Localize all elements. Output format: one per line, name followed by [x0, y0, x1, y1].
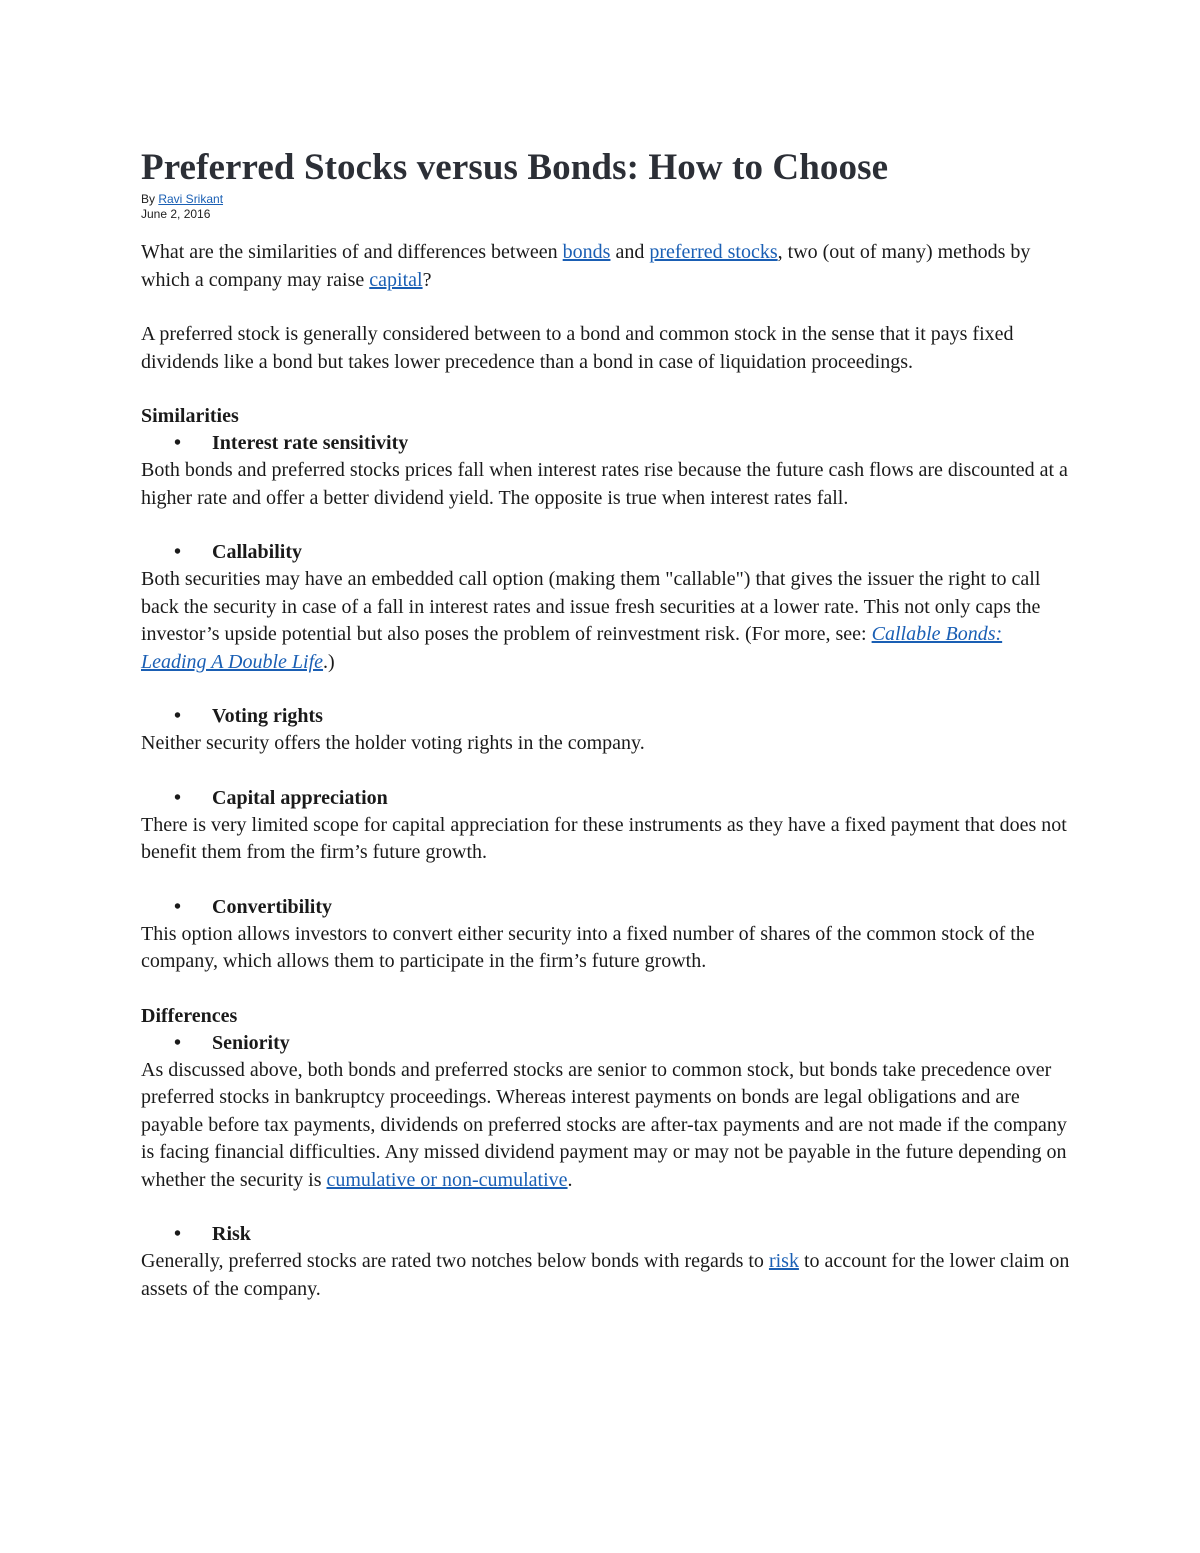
intro-text: and — [610, 241, 650, 263]
item-text: .) — [323, 650, 335, 673]
byline — [141, 192, 1071, 207]
intro-paragraph — [141, 239, 1071, 294]
item-description: This option allows investors to convert either security into a fixed number of shares of the common stock of the company, which allows them to participate in the firm’s future growth. — [141, 922, 1035, 972]
list-item — [141, 1221, 1071, 1248]
bullet-icon: • — [174, 432, 182, 454]
item-description: Both bonds and preferred stocks prices fall when interest rates rise because the future cash flows are discounted at a higher rate and offer a better dividend yield. The opposite is true when interest rates fall. — [141, 459, 1068, 509]
item-text: Both securities may have an embedded call option (making them "callable") that gives the issuer the right to call back the security in case of a fall in interest rates and issue fresh securities at a lower rate. This not only caps the investor’s upside potential but also poses the problem of reinvestment risk. (For more, see: — [141, 568, 1041, 645]
list-item — [141, 1030, 1071, 1057]
capital-link[interactable]: capital — [369, 268, 423, 291]
list-item — [141, 539, 1071, 566]
list-item — [141, 703, 1071, 730]
item-label: Interest rate sensitivity — [212, 432, 409, 454]
item-label: Risk — [212, 1223, 251, 1245]
item-description — [141, 1248, 1071, 1303]
byline-prefix: By — [141, 192, 159, 206]
similarities-heading: Similarities — [141, 405, 239, 427]
item-label: Voting rights — [212, 705, 323, 727]
bonds-link[interactable]: bonds — [562, 241, 611, 263]
intro-text: , two (out of many) methods by which a company may raise — [141, 241, 1031, 291]
definition-paragraph: A preferred stock is generally considered between to a bond and common stock in the sense that it pays fixed dividends like a bond but takes lower precedence than a bond in case of liquidation proceedings. — [141, 323, 1014, 373]
article-title: Preferred Stocks versus Bonds: How to Choose — [141, 147, 889, 188]
bullet-icon: • — [174, 1031, 182, 1054]
list-item — [141, 785, 1071, 812]
item-label: Capital appreciation — [212, 786, 388, 809]
author-link[interactable]: Ravi Srikant — [158, 192, 224, 206]
bullet-icon: • — [174, 786, 182, 809]
item-label: Callability — [212, 541, 303, 563]
item-description: Neither security offers the holder voting rights in the company. — [141, 732, 645, 754]
bullet-icon: • — [174, 705, 182, 727]
item-label: Seniority — [212, 1031, 290, 1054]
item-label: Convertibility — [212, 895, 332, 918]
intro-text: What are the similarities of and differences between — [141, 241, 563, 263]
item-text: As discussed above, both bonds and preferred stocks are senior to common stock, but bonds take precedence over preferred stocks in bankruptcy proceedings. Whereas interest payments on bonds are legal obligations and are payable before tax payments, dividends on preferred stocks are after-tax payments and are not made if the company is facing financial difficulties. Any missed dividend payment may or may not be payable in the future depending on whether the security is — [141, 1058, 1067, 1191]
list-item — [141, 430, 1071, 457]
cumulative-link[interactable]: cumulative or non-cumulative — [326, 1168, 568, 1191]
intro-text: ? — [422, 268, 432, 291]
item-text: to account for the lower claim on assets of the company. — [141, 1250, 1070, 1300]
list-item — [141, 894, 1071, 921]
callable-bonds-link[interactable]: Callable Bonds: Leading A Double Life — [141, 623, 1003, 673]
item-text: . — [567, 1168, 573, 1191]
item-description — [141, 1057, 1071, 1195]
preferred-stocks-link[interactable]: preferred stocks — [649, 241, 778, 263]
bullet-icon: • — [174, 541, 182, 563]
publish-date: June 2, 2016 — [141, 207, 211, 221]
item-description: There is very limited scope for capital appreciation for these instruments as they have a fixed payment that does not benefit them from the firm’s future growth. — [141, 813, 1067, 863]
article-body — [141, 146, 1071, 1303]
bullet-icon: • — [174, 895, 182, 918]
risk-link[interactable]: risk — [768, 1250, 799, 1272]
differences-heading: Differences — [141, 1004, 238, 1027]
item-text: Generally, preferred stocks are rated two notches below bonds with regards to — [141, 1250, 769, 1272]
bullet-icon: • — [174, 1223, 182, 1245]
item-description — [141, 566, 1071, 676]
